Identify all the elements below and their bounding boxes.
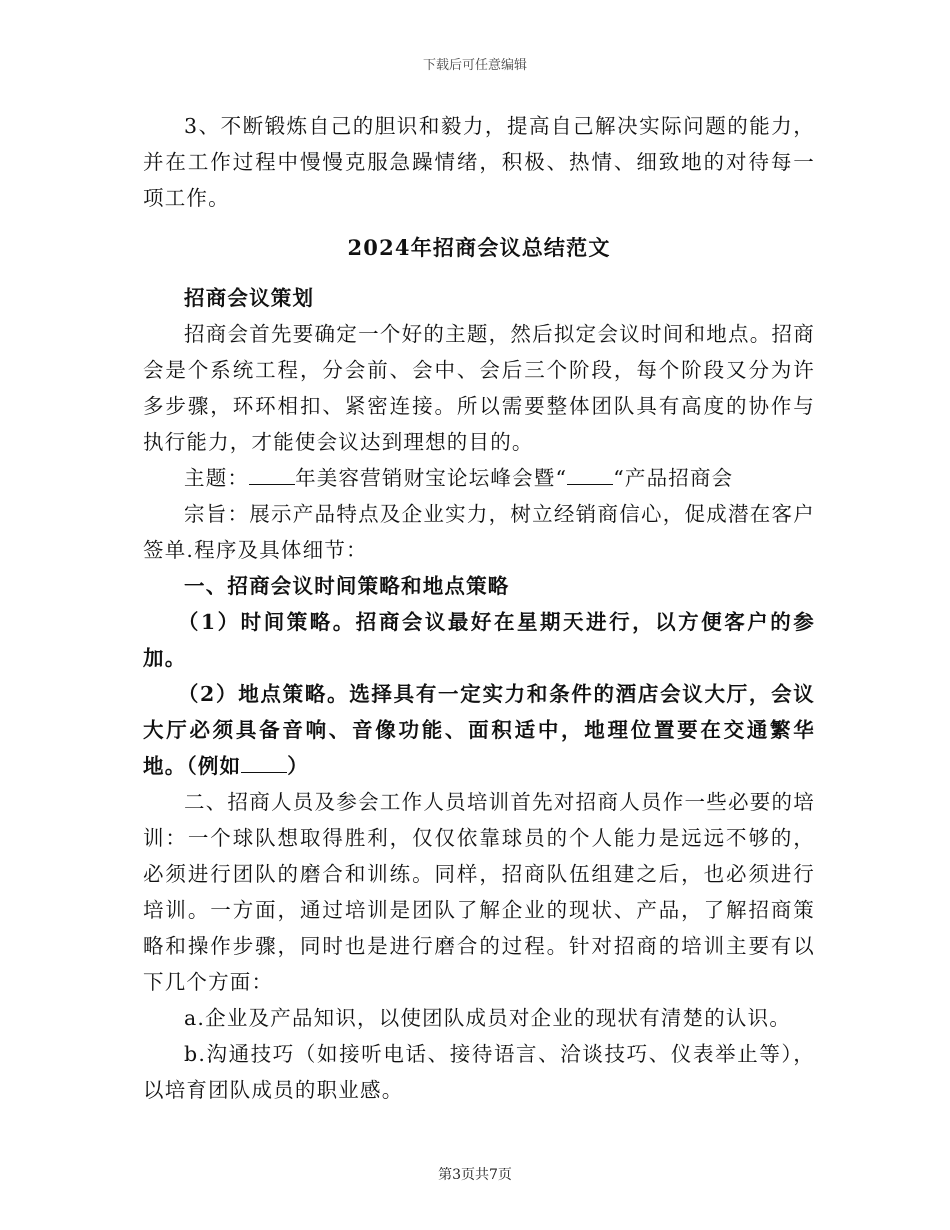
paragraph-intro: 招商会首先要确定一个好的主题，然后拟定会议时间和地点。招商会是个系统工程，分会前、会中、会后三个阶段，每个阶段又分为许多步骤，环环相扣、紧密连接。所以需要整体团队具有高度的协作与执行能力，才能使会议达到理想的目的。	[143, 322, 815, 454]
location-text-end: ）	[287, 754, 309, 778]
blank-line	[241, 756, 287, 773]
document-body	[143, 108, 815, 1108]
theme-text-end: “产品招商会	[613, 466, 734, 490]
location-text: （2）地点策略。选择具有一定实力和条件的酒店会议大厅，会议大厅必须具备音响、音像功能、面积适中，地理位置要在交通繁华地。（例如	[143, 682, 815, 778]
page-header: 下载后可任意编辑	[422, 58, 527, 73]
paragraph-item-b: b.沟通技巧（如接听电话、接待语言、洽谈技巧、仪表举止等），以培育团队成员的职业感。	[143, 1042, 815, 1102]
theme-label: 主题：	[184, 466, 250, 490]
paragraph-item-3: 3、不断锻炼自己的胆识和毅力，提高自己解决实际问题的能力，并在工作过程中慢慢克服急躁情绪，积极、热情、细致地的对待每一项工作。	[143, 114, 815, 210]
blank-line	[567, 468, 613, 485]
paragraph-theme	[143, 460, 815, 496]
paragraph-training: 二、招商人员及参会工作人员培训首先对招商人员作一些必要的培训：一个球队想取得胜利，仅仅依靠球员的个人能力是远远不够的，必须进行团队的磨合和训练。同样，招商队伍组建之后，也必须进行培训。一方面，通过培训是团队了解企业的现状、产品，了解招商策略和操作步骤，同时也是进行磨合的过程。针对招商的培训主要有以下几个方面：	[143, 790, 815, 994]
paragraph-time-strategy: （1）时间策略。招商会议最好在星期天进行，以方便客户的参加。	[143, 610, 815, 670]
theme-text: 年美容营销财宝论坛峰会暨“	[295, 466, 568, 490]
blank-line	[249, 468, 295, 485]
paragraph-location-strategy	[143, 676, 815, 784]
section-heading-planning: 招商会议策划	[184, 286, 315, 310]
section-heading-strategy: 一、招商会议时间策略和地点策略	[184, 574, 510, 598]
paragraph-purpose: 宗旨：展示产品特点及企业实力，树立经销商信心，促成潜在客户签单.程序及具体细节：	[143, 502, 815, 562]
paragraph-item-a: a.企业及产品知识，以使团队成员对企业的现状有清楚的认识。	[184, 1006, 792, 1030]
page-footer: 第3页共7页	[438, 1167, 512, 1183]
document-title: 2024年招商会议总结范文	[347, 235, 611, 260]
